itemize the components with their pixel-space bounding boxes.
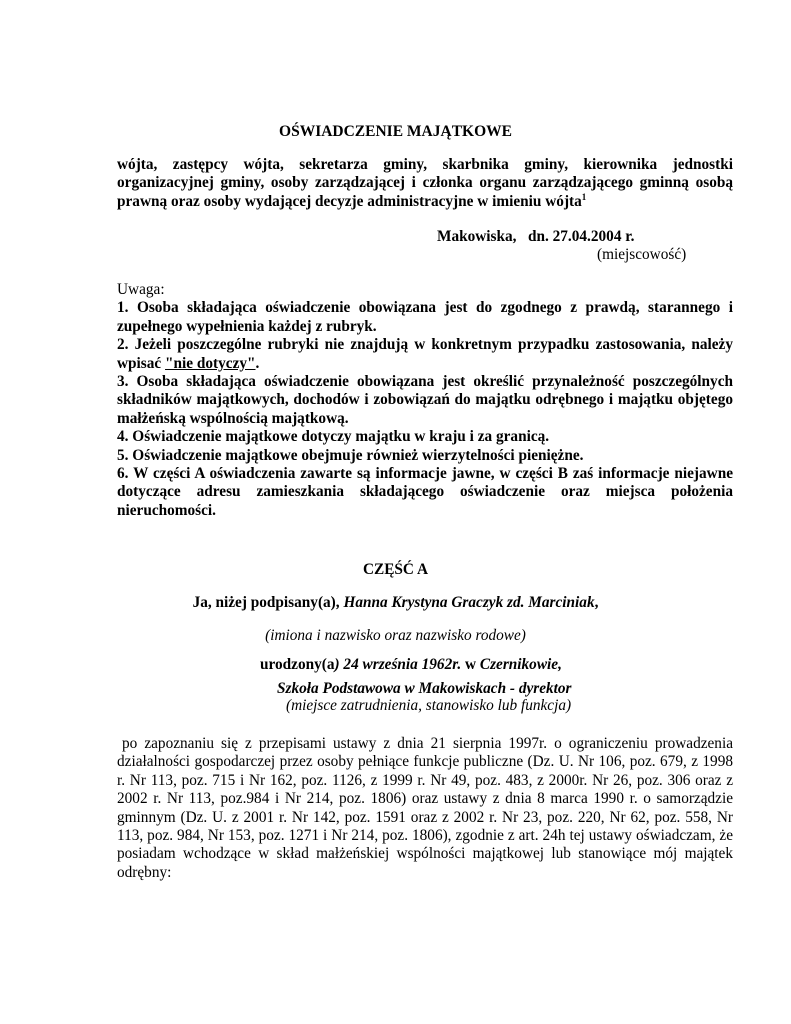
note-3: 3. Osoba składająca oświadczenie obowiązana jest określić przynależność poszczególnych składników majątkowych, dochodów i zobowiązań do majątku odrębnego i majątku objętego małżeńską wspólnością majątkową. [117,373,733,427]
intro-text: wójta, zastępcy wójta, sekretarza gminy, skarbnika gminy, kierownika jednostki organizacyjnej gminy, osoby zarządzającej i członka organu zarządzającego gminną osobą prawną oraz osoby wydającej decyzje administracyjne w imieniu wójta [117,156,733,210]
note-6: 6. W części A oświadczenia zawarte są informacje jawne, w części B zaś informacje niejawne dotyczące adresu zamieszkania składającego oświadczenie oraz miejsca położenia nieruchomości. [117,465,733,519]
born-label: urodzony(a [260,656,335,673]
note-2 [117,336,733,373]
note-5: 5. Oświadczenie majątkowe obejmuje również wierzytelności pieniężne. [117,446,584,464]
name-hint: (imiona i nazwisko oraz nazwisko rodowe) [265,627,526,644]
notes-heading: Uwaga: [117,281,165,298]
note-4: 4. Oświadczenie majątkowe dotyczy majątku w kraju i za granicą. [117,428,550,446]
declaration-paragraph: po zapoznaniu się z przepisami ustawy z dnia 21 sierpnia 1997r. o ograniczeniu prowadzenia działalności gospodarczej przez osoby pełniące funkcje publiczne (Dz. U. Nr 106, poz. 679, z 1998 r. Nr 113, poz. 715 i Nr 162, poz. 1126, z 1999 r. Nr 49, poz. 483, z 2000r. Nr 26, poz. 306 oraz z 2002 r. Nr 113, poz.984 i Nr 214, poz. 1806) oraz ustawy z dnia 8 marca 1990 r. o samorządzie gminnym (Dz. U. z 2001 r. Nr 142, poz. 1591 oraz z 2002 r. Nr 23, poz. 220, Nr 62, poz. 558, Nr 113, poz. 984, Nr 153, poz. 1271 i Nr 214, poz. 1806), zgodnie z art. 24h tej ustawy oświadczam, że posiadam wchodzące w skład małżeńskiej wspólności majątkowej lub stanowiące mój majątek odrębny: [117,735,733,881]
note-2-text: 2. Jeżeli poszczególne rubryki nie znajdują w konkretnym przypadku zastosowania, należy wpisać [117,336,733,372]
intro-paragraph [117,156,733,211]
place-value: Makowiska, [437,228,517,245]
signed-name: Hanna Krystyna Graczyk zd. Marciniak [343,594,595,611]
job-line: Szkoła Podstawowa w Makowiskach - dyrektor [277,680,572,697]
signed-label: Ja, niżej podpisany(a), [192,594,340,611]
part-a-heading: CZĘŚĆ A [362,561,429,578]
born-date: ) 24 września 1962r. [334,656,462,673]
born-place: Czernikowie, [479,656,562,673]
place-hint: (miejscowość) [597,246,687,263]
note-1: 1. Osoba składająca oświadczenie obowiązana jest do zgodnego z prawdą, starannego i zupełnego wypełnienia każdej z rubryk. [117,299,733,335]
job-hint: (miejsce zatrudnienia, stanowisko lub funkcja) [286,697,572,714]
document-title: OŚWIADCZENIE MAJĄTKOWE [279,123,512,140]
note-2-end: . [255,354,260,372]
born-in: w [461,656,480,673]
footnote-marker: 1 [581,191,587,202]
note-2-quoted: "nie dotyczy" [165,354,256,372]
notes-section [117,281,733,520]
birth-line [260,656,562,674]
place-date-line [437,228,635,246]
signed-comma: , [594,594,599,611]
signatory-line [0,594,791,612]
date-value: dn. 27.04.2004 r. [527,228,635,245]
